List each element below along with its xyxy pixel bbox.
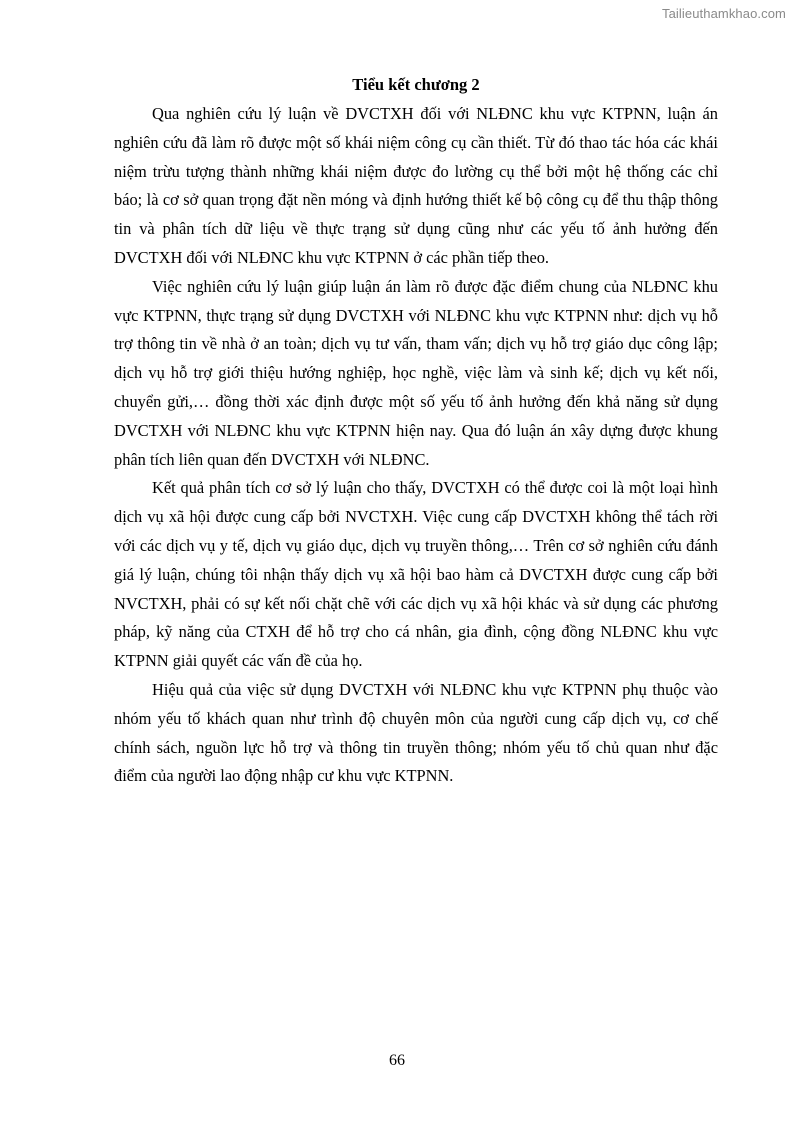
- paragraph-2: Việc nghiên cứu lý luận giúp luận án làm rõ được đặc điểm chung của NLĐNC khu vực KTPNN, thực trạng sử dụng DVCTXH với NLĐNC khu vực KTPNN như: dịch vụ hỗ trợ thông tin về nhà ở an toàn; dịch vụ tư vấn, tham vấn; dịch vụ hỗ trợ giáo dục công lập; dịch vụ hỗ trợ giới thiệu hướng nghiệp, học nghề, việc làm và sinh kế; dịch vụ kết nối, chuyển gửi,… đồng thời xác định được một số yếu tố ảnh hưởng đến khả năng sử dụng DVCTXH với NLĐNC khu vực KTPNN hiện nay. Qua đó luận án xây dựng được khung phân tích liên quan đến DVCTXH với NLĐNC.: [114, 276, 718, 469]
- section-heading: Tiểu kết chương 2: [352, 75, 480, 94]
- paragraph-1: Qua nghiên cứu lý luận về DVCTXH đối với NLĐNC khu vực KTPNN, luận án nghiên cứu đã làm rõ được một số khái niệm công cụ cần thiết. Từ đó thao tác hóa các khái niệm trừu tượng thành những khái niệm được đo lường cụ thể bởi một hệ thống các chỉ báo; là cơ sở quan trọng đặt nền móng và định hướng thiết kế bộ công cụ để thu thập thông tin và phân tích dữ liệu về thực trạng sử dụng cũng như các yếu tố ảnh hưởng đến DVCTXH đối với NLĐNC khu vực KTPNN ở các phần tiếp theo.: [114, 104, 718, 267]
- page-number: 66: [389, 1052, 405, 1069]
- watermark-text: Tailieuthamkhao.com: [661, 6, 786, 21]
- paragraph-4: Hiệu quả của việc sử dụng DVCTXH với NLĐNC khu vực KTPNN phụ thuộc vào nhóm yếu tố khách quan như trình độ chuyên môn của người cung cấp dịch vụ, cơ chế chính sách, nguồn lực hỗ trợ và thông tin truyền thông; nhóm yếu tố chủ quan như đặc điểm của người lao động nhập cư khu vực KTPNN.: [114, 679, 718, 786]
- document-body: [114, 70, 718, 791]
- paragraph-3: Kết quả phân tích cơ sở lý luận cho thấy, DVCTXH có thể được coi là một loại hình dịch vụ xã hội được cung cấp bởi NVCTXH. Việc cung cấp DVCTXH không thể tách rời với các dịch vụ y tế, dịch vụ giáo dục, dịch vụ truyền thông,… Trên cơ sở nghiên cứu đánh giá lý luận, chúng tôi nhận thấy dịch vụ xã hội bao hàm cả DVCTXH được cung cấp bởi NVCTXH, phải có sự kết nối chặt chẽ với các dịch vụ xã hội khác và sử dụng các phương pháp, kỹ năng của CTXH để hỗ trợ cho cá nhân, gia đình, cộng đồng NLĐNC khu vực KTPNN giải quyết các vấn đề của họ.: [114, 478, 718, 671]
